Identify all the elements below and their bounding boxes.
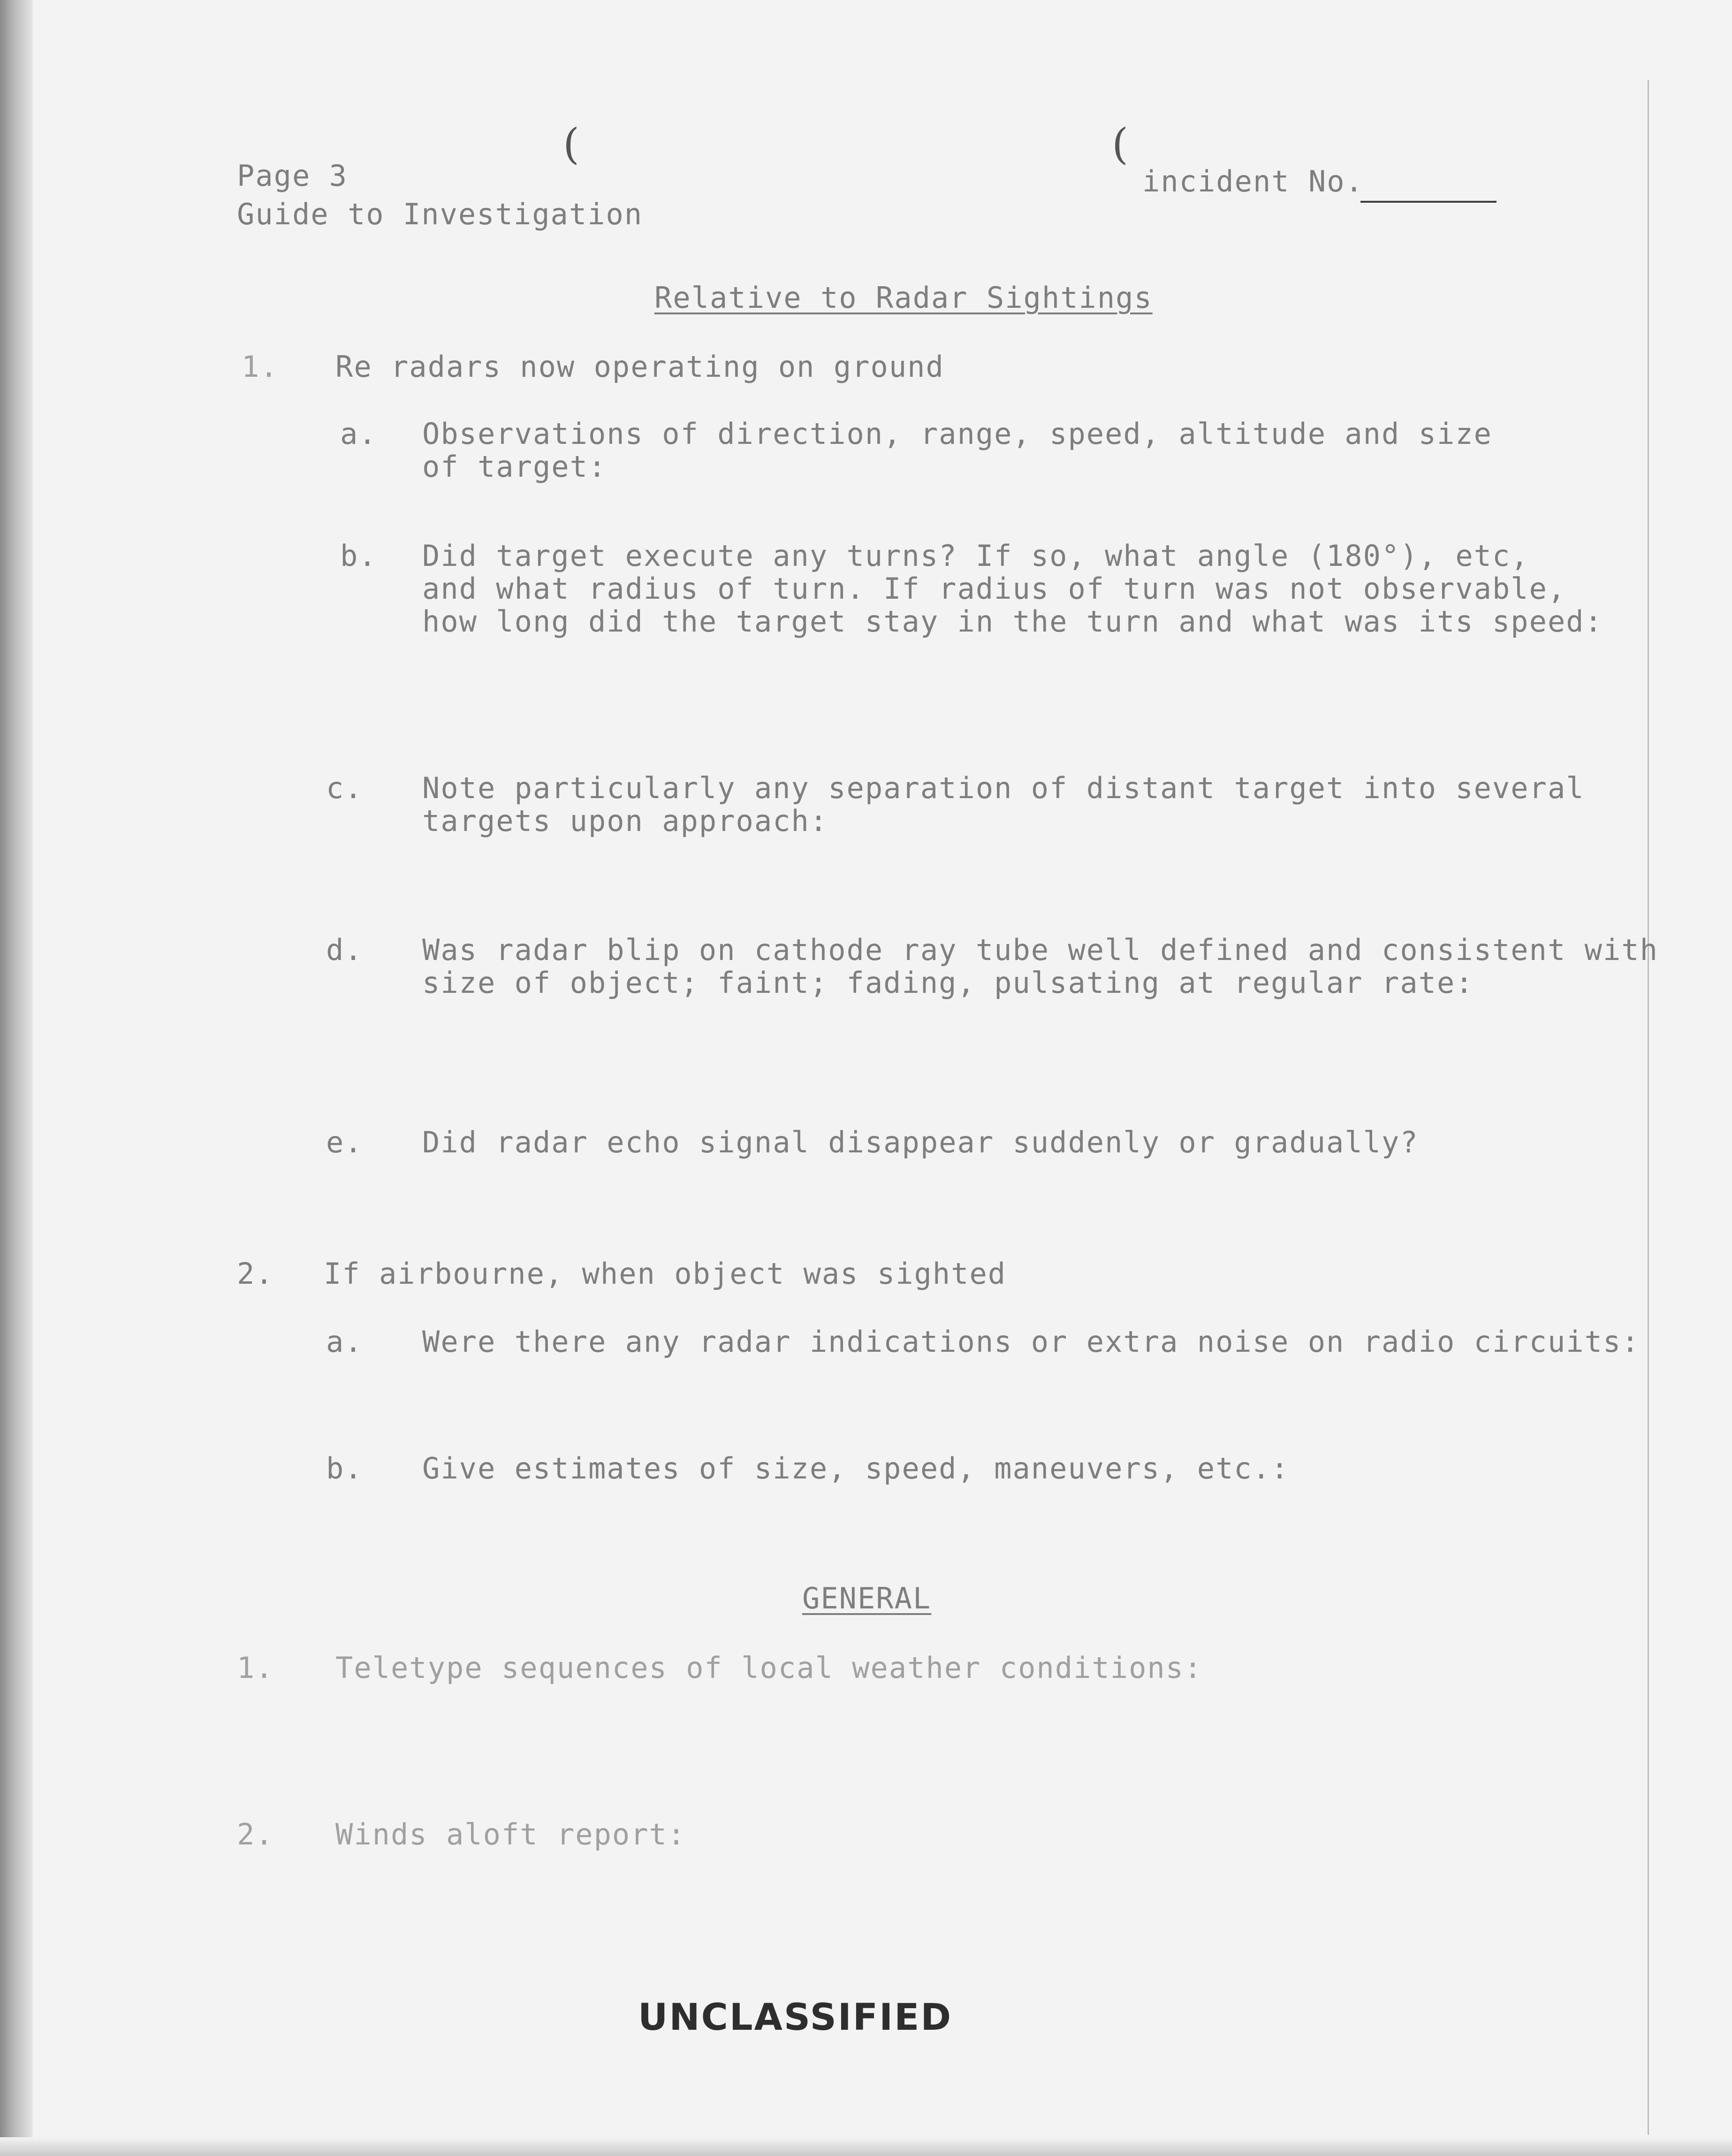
scan-mark: ( [1112, 120, 1129, 169]
scan-mark: ( [563, 120, 580, 169]
subitem-text: how long did the target stay in the turn and what was its speed: [422, 604, 1603, 639]
subitem-text: targets upon approach: [422, 804, 828, 838]
scan-right-edge [1648, 80, 1649, 2135]
subitem-text: Observations of direction, range, speed, altitude and size [422, 417, 1492, 451]
subitem-text: Note particularly any separation of distant target into several [422, 771, 1585, 805]
item-number: 1. [237, 1651, 274, 1685]
subitem-text: Give estimates of size, speed, maneuvers, etc.: [422, 1451, 1290, 1486]
subitem-letter: b. [326, 1451, 363, 1486]
subitem-text: Was radar blip on cathode ray tube well defined and consistent with [422, 933, 1658, 967]
incident-label: incident No. [1142, 164, 1364, 198]
subitem-letter: b. [340, 539, 377, 573]
subitem-text: Did radar echo signal disappear suddenly or gradually? [422, 1125, 1419, 1159]
subitem-letter: a. [326, 1325, 363, 1359]
scan-bottom-shadow [0, 2137, 1732, 2156]
subitem-text: of target: [422, 449, 607, 484]
classification-stamp: UNCLASSIFIED [638, 1996, 953, 2039]
doc-title: Guide to Investigation [237, 197, 643, 231]
subitem-text: Were there any radar indications or extra noise on radio circuits: [422, 1325, 1640, 1359]
scan-left-shadow [0, 0, 33, 2156]
page-label: Page 3 [237, 159, 348, 193]
item-number: 2. [237, 1817, 274, 1851]
item-number: 2. [237, 1257, 274, 1291]
section-title-general: GENERAL [802, 1581, 932, 1615]
subitem-letter: d. [326, 933, 363, 967]
item-text: If airbourne, when object was sighted [324, 1257, 1007, 1291]
item-text: Teletype sequences of local weather conditions: [335, 1651, 1203, 1685]
subitem-letter: c. [326, 771, 363, 805]
item-text: Re radars now operating on ground [335, 350, 944, 384]
subitem-letter: a. [340, 417, 377, 451]
item-text: Winds aloft report: [335, 1817, 686, 1851]
subitem-text: size of object; faint; fading, pulsating at regular rate: [422, 966, 1474, 1000]
item-number: 1. [242, 350, 279, 384]
subitem-text: and what radius of turn. If radius of turn was not observable, [422, 571, 1566, 606]
subitem-letter: e. [326, 1125, 363, 1159]
subitem-text: Did target execute any turns? If so, what angle (180°), etc, [422, 539, 1529, 573]
incident-number-blank [1360, 201, 1497, 203]
section-title-radar: Relative to Radar Sightings [654, 281, 1153, 315]
